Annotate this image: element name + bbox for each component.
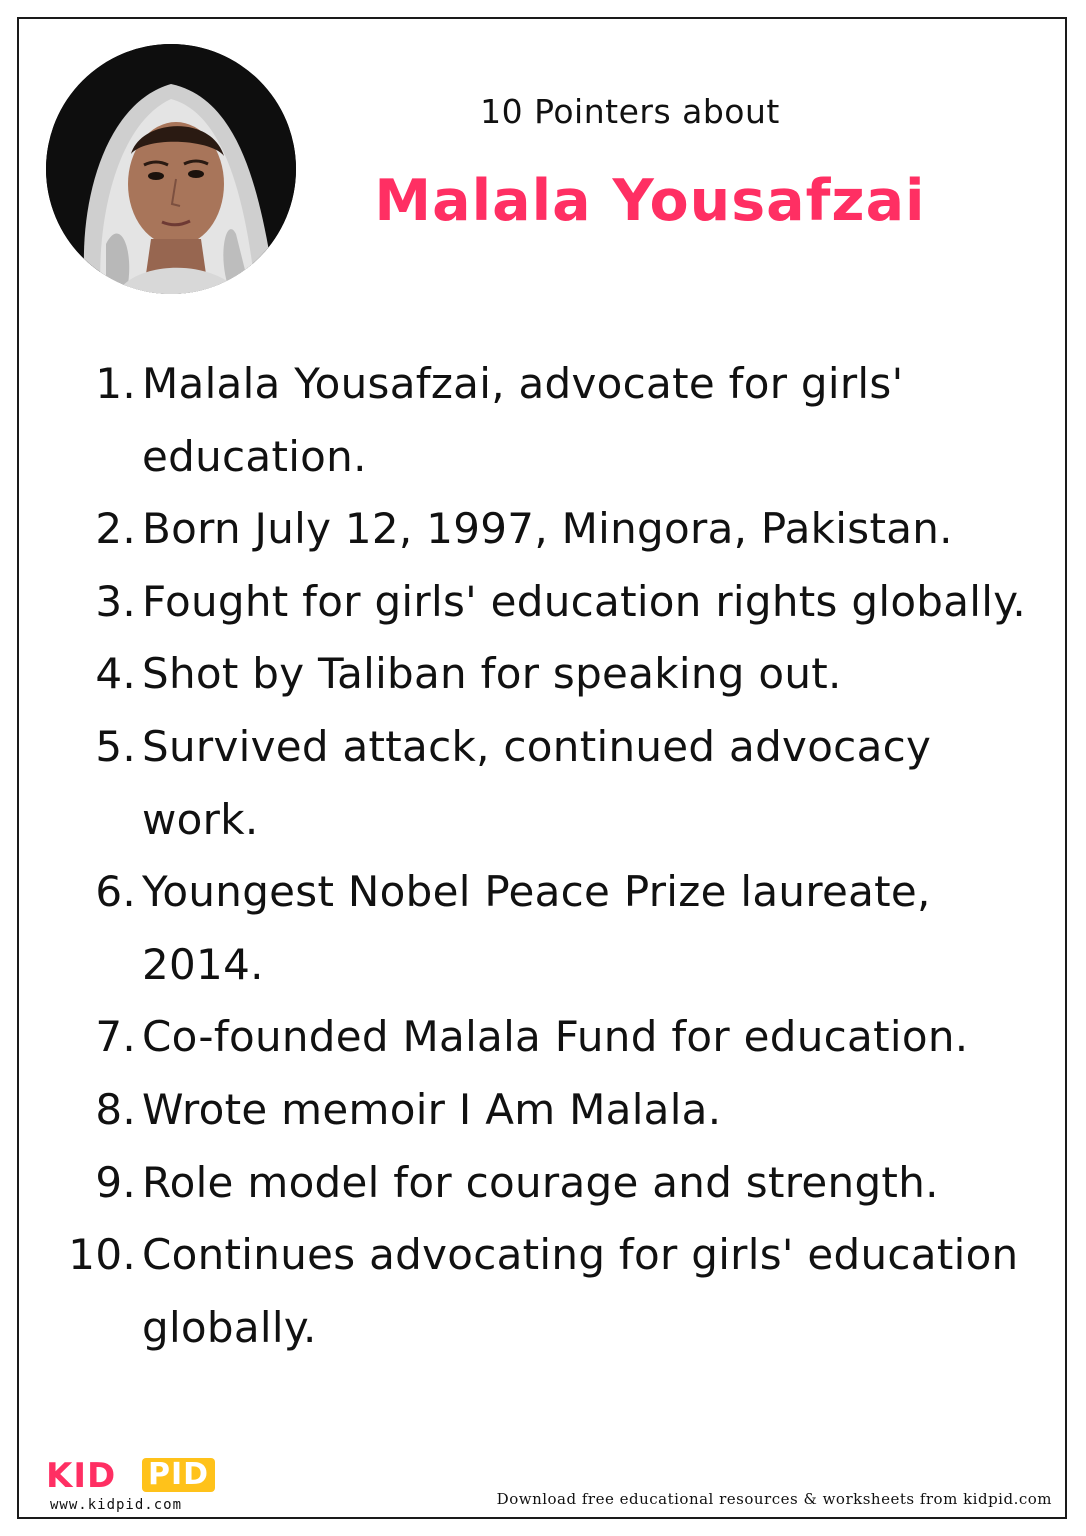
portrait-photo <box>46 44 296 294</box>
item-text: Wrote memoir I Am Malala. <box>142 1084 722 1134</box>
list-item <box>52 1001 1052 1074</box>
item-text: Shot by Taliban for speaking out. <box>142 649 842 699</box>
list-item <box>52 711 1052 856</box>
kidpid-logo <box>46 1456 210 1496</box>
item-number: 6. <box>95 867 136 917</box>
footer-note: Download free educational resources & worksheets from kidpid.com <box>496 1490 1052 1508</box>
list-item <box>52 638 1052 711</box>
list-item <box>52 348 1052 493</box>
item-text: Co-founded Malala Fund for education. <box>142 1012 969 1062</box>
item-number: 9. <box>95 1157 136 1207</box>
list-item <box>52 856 1052 1001</box>
logo-pid-text: PID <box>142 1458 215 1492</box>
logo-url: www.kidpid.com <box>50 1497 183 1513</box>
item-text: Malala Yousafzai, advocate for girls' education. <box>142 359 904 481</box>
item-number: 8. <box>95 1084 136 1134</box>
item-text: Survived attack, continued advocacy work. <box>142 721 932 844</box>
list-item <box>52 1219 1052 1364</box>
item-number: 7. <box>95 1012 136 1062</box>
item-text: Continues advocating for girls' education globally. <box>142 1230 1019 1352</box>
pointer-list <box>52 348 1052 1364</box>
item-text: Fought for girls' education rights globally. <box>142 576 1027 626</box>
item-number: 5. <box>95 721 136 771</box>
item-text: Role model for courage and strength. <box>142 1157 939 1207</box>
item-number: 1. <box>95 359 136 408</box>
item-number: 10. <box>68 1230 136 1280</box>
item-number: 3. <box>95 576 136 626</box>
list-item <box>52 493 1052 566</box>
logo-kid-text: KID <box>46 1456 117 1496</box>
page-subtitle: 10 Pointers about <box>480 92 780 131</box>
page-title: Malala Yousafzai <box>374 168 926 234</box>
item-text: Born July 12, 1997, Mingora, Pakistan. <box>142 504 953 554</box>
list-item <box>52 1074 1052 1147</box>
list-item <box>52 566 1052 639</box>
item-number: 4. <box>95 649 136 699</box>
item-text: Youngest Nobel Peace Prize laureate, 2014. <box>142 867 931 989</box>
list-item <box>52 1147 1052 1220</box>
item-number: 2. <box>95 504 136 554</box>
